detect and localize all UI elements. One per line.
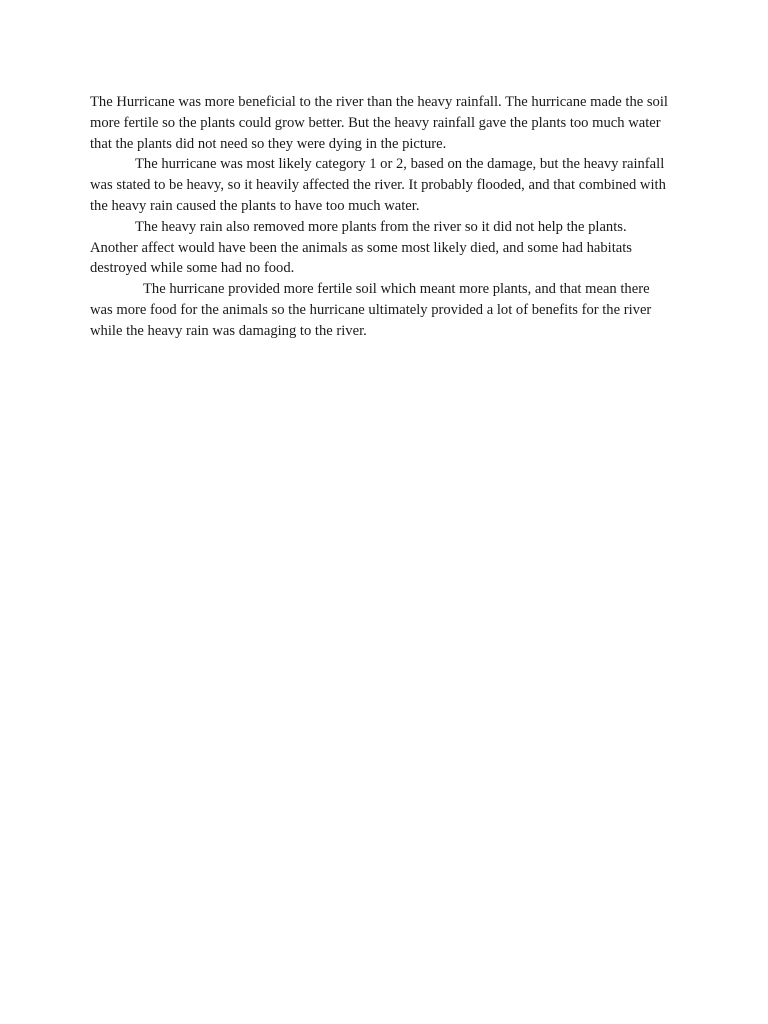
paragraph-4: The hurricane provided more fertile soil which meant more plants, and that mean there was more food for the animals so the hurricane ultimately provided a lot of benefits for the river while the heavy rain was damaging to the river.	[90, 281, 655, 339]
paragraph-2: The hurricane was most likely category 1 or 2, based on the damage, but the heavy rainfall was stated to be heavy, so it heavily affected the river. It probably flooded, and that combined with the heavy rain caused the plants to have too much water.	[90, 156, 670, 214]
paragraph-1: The Hurricane was more beneficial to the river than the heavy rainfall. The hurricane made the soil more fertile so the plants could grow better. But the heavy rainfall gave the plants too much water that the plants did not need so they were dying in the picture.	[90, 94, 672, 152]
paragraph-3: The heavy rain also removed more plants from the river so it did not help the plants. Another affect would have been the animals as some most likely died, and some had habitats destroyed while some had no food.	[90, 218, 636, 277]
document-body[interactable]	[90, 92, 674, 342]
